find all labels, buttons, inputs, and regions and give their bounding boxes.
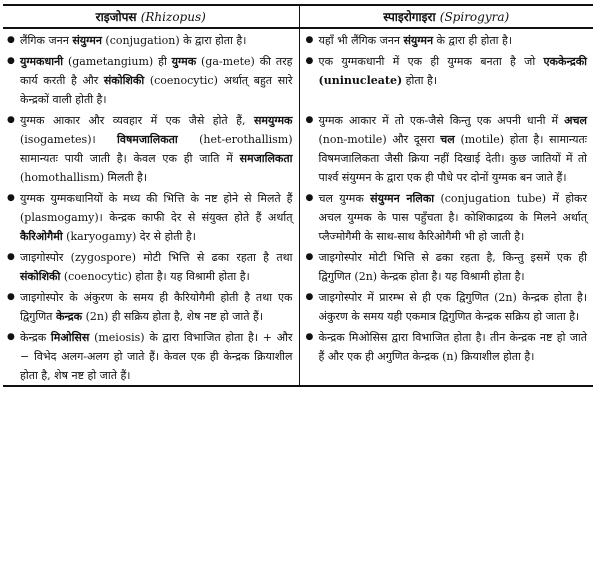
text-segment: जाइगोस्पोर (zygospore) मोटी भित्ति से ढका रहता है तथा (20, 251, 293, 264)
bullet-icon: ● (7, 252, 15, 262)
bullet-point (306, 248, 588, 286)
text-segment: (non-motile) और दूसरा (318, 133, 441, 146)
comparison-row (3, 246, 593, 286)
point-text (20, 248, 293, 286)
text-segment: एक युग्मकधानी में एक ही युग्मक बनता है जो (318, 55, 544, 68)
text-segment: युग्मक आकार और व्यवहार में एक जैसे होते हैं, (20, 114, 254, 127)
bullet-point (306, 31, 588, 50)
text-segment: होता है। (402, 74, 437, 87)
bold-term: संकोशिकी (103, 74, 145, 87)
bullet-point (7, 328, 293, 385)
rhizopus-title: राइजोपस (95, 10, 137, 24)
point-text (20, 328, 293, 385)
bullet-point (7, 288, 293, 326)
rhizopus-scientific-name: (Rhizopus) (140, 10, 206, 24)
bullet-point (306, 189, 588, 246)
bold-term: संयुग्मन (72, 34, 102, 47)
rhizopus-cell (3, 187, 299, 246)
spirogyra-cell (299, 286, 593, 326)
text-segment: युग्मक आकार में तो एक-जैसे किन्तु एक अपनी धानी में (318, 114, 565, 127)
text-segment: (karyogamy) देर से होती है। (62, 230, 196, 243)
text-segment: (gametangium) ही (63, 55, 172, 68)
comparison-row (3, 28, 593, 50)
bullet-icon: ● (305, 252, 314, 262)
bullet-point (7, 248, 293, 286)
rhizopus-cell (3, 50, 299, 109)
bullet-icon: ● (7, 332, 15, 342)
bullet-icon: ● (305, 332, 314, 342)
text-segment: (het-erothallism) सामान्यतः पायी जाती है। केवल एक ही जाति में (20, 133, 293, 165)
comparison-row (3, 326, 593, 386)
bullet-icon: ● (305, 35, 314, 45)
point-text (20, 189, 293, 246)
text-segment: (conjugation) के द्वारा होता है। (101, 34, 247, 47)
text-segment: युग्मक युग्मकधानियों के मध्य की भित्ति के नष्ट होने से मिलते हैं (plasmogamy)। केन्द्रक काफी देर से संयुक्त होते हैं अर्थात् (20, 192, 293, 224)
bullet-icon: ● (7, 193, 15, 203)
rhizopus-cell (3, 326, 299, 386)
bold-term: संकोशिकी (20, 270, 61, 283)
text-segment: (isogametes)। (20, 133, 117, 146)
bullet-icon: ● (305, 193, 314, 203)
bullet-icon: ● (7, 115, 15, 125)
bold-term: संयुग्मन नलिका (370, 192, 435, 205)
point-text (319, 111, 588, 187)
point-text (20, 111, 293, 187)
spirogyra-cell (299, 28, 593, 50)
bullet-icon: ● (305, 115, 314, 125)
bullet-icon: ● (7, 35, 15, 45)
text-segment: केन्द्रक (20, 331, 51, 344)
bullet-icon: ● (305, 56, 314, 66)
bullet-point (306, 288, 588, 326)
bullet-icon: ● (7, 292, 15, 302)
text-segment: (coenocytic) अर्थात् बहुत सारे केन्द्रकों वाली होती है। (20, 74, 293, 106)
text-segment: जाइगोस्पोर के अंकुरण के समय ही कैरियोगैमी होती है तथा एक द्विगुणित (20, 291, 293, 323)
bold-term: कैरिओगैमी (20, 230, 63, 243)
point-text (20, 52, 293, 109)
text-segment: (2n) ही सक्रिय होता है, शेष नष्ट हो जाते हैं। (82, 310, 264, 323)
table-header-row (3, 5, 593, 28)
text-segment: के द्वारा ही होता है। (433, 34, 513, 47)
spirogyra-cell (299, 50, 593, 109)
spirogyra-column-header (299, 5, 593, 28)
text-segment: (motile) होता है। सामान्यतः विषमजालिकता जैसी क्रिया नहीं दिखाई देती। कुछ जातियों में तो पार्श्व संयुग्मन के द्वारा एक ही पौधे पर दोनों युग्मक बन जाते हैं। (318, 133, 587, 184)
bold-term: अचल (564, 114, 587, 127)
bullet-point (7, 189, 293, 246)
comparison-row (3, 50, 593, 109)
bold-term: युग्मकधानी (20, 55, 64, 68)
rhizopus-cell (3, 109, 299, 187)
point-text (319, 288, 588, 326)
bold-term: संयुग्मन (403, 34, 434, 47)
bold-term: चल (440, 133, 455, 146)
bullet-point (306, 111, 588, 187)
text-segment: (conjugation tube) में होकर अचल युग्मक के पास पहुँचता है। कोशिकाद्रव्य के मिलने अर्थात् प्लैज्मोगैमी के साथ-साथ कैरिओगैमी भी हो जाती है। (318, 192, 587, 243)
point-text (319, 189, 588, 246)
rhizopus-cell (3, 286, 299, 326)
spirogyra-cell (299, 109, 593, 187)
bullet-point (306, 328, 588, 366)
spirogyra-cell (299, 326, 593, 386)
bold-term: मिओसिस (50, 331, 90, 344)
comparison-table (3, 4, 593, 387)
bold-term: एककेन्द्रकी (uninucleate) (318, 55, 587, 87)
spirogyra-title: स्पाइरोगाइरा (383, 10, 436, 24)
bullet-point (7, 31, 293, 50)
point-text (20, 31, 293, 50)
text-segment: यहाँ भी लैंगिक जनन (318, 34, 404, 47)
spirogyra-scientific-name: (Spirogyra) (439, 10, 510, 24)
point-text (319, 328, 588, 366)
bullet-point (306, 52, 588, 90)
text-segment: जाइगोस्पोर मोटी भित्ति से ढका रहता है, किन्तु इसमें एक ही द्विगुणित (2n) केन्द्रक होता है। यह विश्रामी होता है। (318, 251, 587, 283)
bullet-point (7, 52, 293, 109)
bullet-point (7, 111, 293, 187)
rhizopus-cell (3, 28, 299, 50)
text-segment: जाइगोस्पोर में प्रारम्भ से ही एक द्विगुणित (2n) केन्द्रक होता है। अंकुरण के समय यही एकमात्र द्विगुणित केन्द्रक सक्रिय हो जाता है। (318, 291, 587, 323)
text-segment: (homothallism) मिलती है। (20, 171, 148, 184)
bullet-icon: ● (305, 292, 314, 302)
spirogyra-cell (299, 187, 593, 246)
text-segment: लैंगिक जनन (20, 34, 73, 47)
comparison-row (3, 109, 593, 187)
rhizopus-cell (3, 246, 299, 286)
point-text (20, 288, 293, 326)
bold-term: युग्मक (171, 55, 197, 68)
point-text (319, 248, 588, 286)
bold-term: केन्द्रक (55, 310, 83, 323)
text-segment: केन्द्रक मिओसिस द्वारा विभाजित होता है। तीन केन्द्रक नष्ट हो जाते हैं और एक ही अगुणित केन्द्रक (n) क्रियाशील होता है। (318, 331, 587, 363)
comparison-row (3, 286, 593, 326)
point-text (319, 31, 588, 50)
bold-term: समजालिकता (239, 152, 293, 165)
text-segment: (coenocytic) होता है। यह विश्रामी होता है। (60, 270, 250, 283)
rhizopus-column-header (3, 5, 299, 28)
spirogyra-cell (299, 246, 593, 286)
text-segment: चल युग्मक (318, 192, 371, 205)
text-segment: (ga-mete) की तरह कार्य करती है और (20, 55, 293, 87)
bullet-icon: ● (7, 56, 15, 66)
text-segment: (meiosis) के द्वारा विभाजित होता है। + और − विभेद अलग-अलग हो जाते हैं। केवल एक ही केन्द्रक क्रियाशील होता है, शेष नष्ट हो जाते हैं। (20, 331, 293, 382)
bold-term: विषमजालिकता (116, 133, 178, 146)
comparison-rows (3, 28, 593, 386)
comparison-row (3, 187, 593, 246)
bold-term: समयुग्मक (253, 114, 293, 127)
point-text (319, 52, 588, 90)
